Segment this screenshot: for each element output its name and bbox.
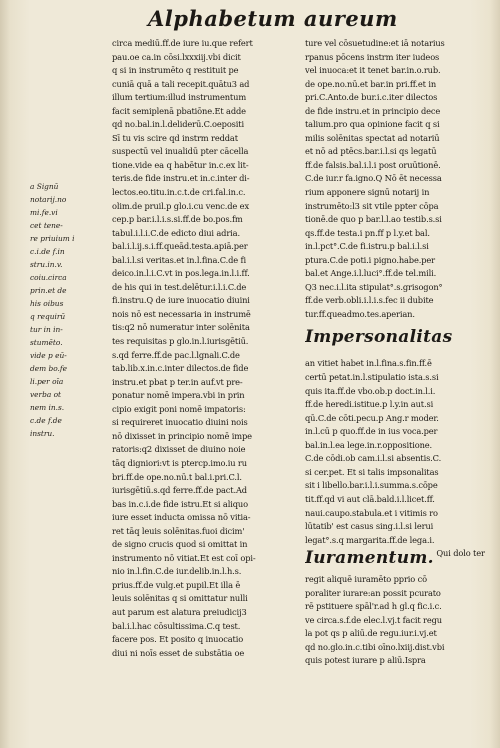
text-line: talium.pro qua opinione facit q si — [305, 119, 440, 130]
text-line: legat°.s.q margarita.ff.de lega.i. — [305, 534, 435, 545]
text-line: fi.instru.Q de iure inuocatio diuini — [112, 295, 250, 306]
margin-note-line: verba ot — [30, 390, 61, 399]
text-line: naui.caupo.stabula.et i vitimis ro — [305, 507, 438, 518]
text-line: tione.vide ea q habētur in.c.ex lit- — [112, 159, 249, 170]
text-line: bal.in.l.ea lege.in.r.oppositione. — [305, 439, 433, 450]
margin-note-line: c.i.de f.in — [30, 247, 65, 256]
margin-note-line: li.per oīa — [30, 377, 64, 386]
text-line: nō dixisset in principio nomē impe — [112, 430, 252, 441]
text-line: tit.ff.qd vi aut clā.bald.i.l.licet.ff. — [305, 493, 435, 504]
text-line: tabul.i.l.i.C.de edicto diui adria. — [112, 227, 240, 238]
text-line: in.l.cū p quo.ff.de in ius voca.per — [305, 426, 438, 437]
text-line: ff.de falsis.bal.i.l.i post oruūtionē. — [305, 159, 441, 170]
text-line: ff.de heredi.istitue.p l.y.in aut.si — [305, 399, 434, 410]
text-line: circa mediū.ff.de iure iu.que refert — [112, 38, 253, 48]
text-line: la pot qs p aliū.de regu.iur.i.vj.et — [305, 628, 437, 639]
text-line: regit aliquē iuramēto pprio cō — [305, 574, 427, 585]
text-line: quis potest iurare p aliū.Ispra — [305, 655, 426, 666]
text-line: poraliter iurare:an possit pcurato — [305, 587, 441, 598]
margin-note-line: instru. — [30, 429, 55, 438]
left-text-column — [112, 37, 284, 660]
text-line: vel inuoca:et it tenet bar.in.o.rub. — [305, 65, 441, 76]
text-line: iurisgētiū.s.qd ferre.ff.de pact.Ad — [112, 485, 247, 496]
text-line: instrumēto:l3 sit vtile ppter cōpa — [305, 200, 439, 211]
text-line: bas in.c.i.de fide istru.Et si aliquo — [112, 498, 248, 509]
text-line: de signo crucis quod si omittat in — [112, 539, 248, 550]
text-line: facere pos. Et posito q inuocatio — [112, 634, 244, 645]
text-line: facit semiplenā pbatiōne.Et adde — [112, 105, 246, 116]
text-line: si cer.pet. Et si talis impsonalitas — [305, 466, 439, 477]
text-line: ff.de verb.obli.i.l.i.s.fec ii dubite — [305, 295, 434, 306]
right-column-paragraph-1 — [305, 37, 489, 321]
text-line: cuniā quā a tali recepit.quātu3 ad — [112, 78, 250, 89]
text-line: instrumento nō vitiat.Et est coī opi- — [112, 552, 256, 563]
text-line: diui ni noīs esset de substātia oe — [112, 647, 245, 658]
text-line: in.l.pct°.C.de fi.istru.p bal.i.l.si — [305, 241, 429, 252]
text-line: ve circa.s.f.de elec.l.vj.t facit regu — [305, 614, 442, 625]
text-line: instru.et pbat p ter.in auf.vt pre- — [112, 376, 243, 387]
text-line: de his qui in test.delētur.i.l.i.C.de — [112, 281, 247, 292]
margin-note-line: dem bo.fe — [30, 364, 67, 373]
text-line: Sī tu vis scire qd instrm reddat — [112, 132, 238, 143]
text-line: teris.de fide instru.et in.c.inter di- — [112, 173, 250, 184]
text-line: cep.p bar.i.l.i.s.si.ff.de bo.pos.fm — [112, 214, 243, 225]
text-line: bal.et Ange.i.l.luci°.ff.de tel.mili. — [305, 268, 437, 279]
text-line: ratoris:q2 dixisset de diuino noie — [112, 444, 246, 455]
margin-note-line: c.de f.de — [30, 416, 62, 425]
text-line: deico.in.l.i.C.vt in pos.lega.in.l.i.ff. — [112, 268, 250, 279]
text-line: q si in instrumēto q restituit pe — [112, 65, 239, 76]
text-line: pau.oe ca.in cōsi.lxxxiij.vbi dicit — [112, 51, 241, 62]
text-line: lūtatib' est casus sing.i.l.si lerui — [305, 521, 434, 532]
margin-note-line: notarij.no — [30, 195, 67, 204]
margin-note-line: tur in in- — [30, 325, 63, 334]
margin-note-line: mi.fe.vi — [30, 208, 58, 217]
text-line: ponatur nomē impera.vbi in prin — [112, 390, 245, 401]
margin-note-line: q requirū — [30, 312, 66, 321]
text-line: iure esset inducta omissa nō vitia- — [112, 512, 251, 523]
page-edge-shadow-right — [490, 0, 500, 748]
rubric-iuramentum-block — [305, 547, 489, 573]
text-line: milis solēnitas spectat ad notariū — [305, 132, 440, 143]
margin-note-line: vide p eū- — [30, 351, 67, 360]
text-line: s.qd ferre.ff.de pac.l.lgnali.C.de — [112, 349, 240, 360]
text-line: nio in.l.fin.C.de iur.delib.in.l.h.s. — [112, 566, 242, 577]
text-line: tes requisitas p glo.in.l.iurisgētiū. — [112, 336, 249, 347]
text-line: tis:q2 nō numeratur inter solēnita — [112, 322, 250, 333]
text-line: olim.de pruil.p glo.i.cu venc.de ex — [112, 200, 249, 211]
text-line: C.de iur.r fa.igno.Q Nō ēt necessa — [305, 173, 442, 184]
text-line: suspectū vel inualidū pter cācella — [112, 146, 249, 157]
text-line: rium apponere signū notarij in — [305, 187, 430, 198]
running-head: Alphabetum aureum — [148, 6, 398, 31]
text-line: nois nō est necessaria in instrumē — [112, 308, 251, 319]
text-line: de ope.no.nū.et bar.in pri.ff.et in — [305, 78, 437, 89]
text-line: quis ita.ff.de vbo.ob.p doct.in.l.i. — [305, 385, 436, 396]
text-line: ptura.C.de poti.i pigno.habe.per — [305, 254, 435, 265]
right-column-paragraph-2 — [305, 357, 489, 547]
text-line: pri.C.Anto.de bur.i.c.iter dilectos — [305, 92, 438, 103]
text-line: bri.ff.de ope.no.nū.t bal.i.pri.C.l. — [112, 471, 242, 482]
text-line: qd no.bal.in.l.deliderū.C.oepositi — [112, 119, 244, 130]
text-line: bal.i.l.ij.s.i.ff.queād.testa.apiā.per — [112, 241, 248, 252]
text-line: et nō ad ptēcs.bar.i.l.si qs legatū — [305, 146, 437, 157]
right-column-paragraph-3 — [305, 573, 489, 668]
text-line: rpanus pōcens instrm iter iudeos — [305, 51, 440, 62]
text-line: bal.i.l.hac cōsultissima.C.q test. — [112, 620, 241, 631]
text-line: prius.ff.de vulg.et pupil.Et illa ē — [112, 579, 241, 590]
margin-note-line: prin.et de — [30, 286, 67, 295]
text-line: C.de cōdi.ob cam.i.l.si absentis.C. — [305, 453, 442, 464]
text-line: ture vel cōsuetudine:et iā notarius — [305, 38, 445, 48]
page-edge-shadow-left — [0, 0, 10, 748]
text-line: qs.ff.de testa.i pn.ff p l.y.et bal. — [305, 227, 430, 238]
text-line: aut parum est alatura preiudicij3 — [112, 606, 247, 617]
rubric-heading: Iuramentum. — [305, 548, 434, 569]
text-line: lectos.eo.titu.in.c.t.de cri.fal.in.c. — [112, 187, 246, 198]
margin-note-line: re priuium i — [30, 234, 75, 243]
rubric-impersonalitas-block — [305, 321, 489, 357]
margin-note-line: a Signū — [30, 182, 59, 191]
margin-note-line: cet tene- — [30, 221, 63, 230]
text-line: tab.lib.x.in.c.inter dilectos.de fide — [112, 363, 249, 374]
margin-note-line: stumēto. — [30, 338, 63, 347]
text-line: qū.C.de cōti.pecu.p Ang.r moder. — [305, 412, 439, 423]
text-line: tur.ff.queadmo.tes.aperian. — [305, 308, 415, 319]
text-line: tāq digniori:vt is ptercp.imo.iu ru — [112, 457, 247, 468]
margin-annotation — [30, 180, 92, 440]
text-line: ret tāq leuis solēnitas.fuoi dicim' — [112, 525, 245, 536]
text-line: bal.i.l.si veritas.et in.l.fina.C.de fi — [112, 254, 246, 265]
rubric-tail-text: Qui dolo ter — [436, 548, 485, 559]
text-line: certū petat.in.l.stipulatio ista.s.si — [305, 372, 439, 383]
margin-note-line: his oibus — [30, 299, 64, 308]
text-line: tionē.de quo p bar.l.l.ao testib.s.si — [305, 214, 442, 225]
right-text-column — [305, 37, 489, 668]
margin-note-line: nem in.s. — [30, 403, 65, 412]
margin-note-line: coiu.circa — [30, 273, 67, 282]
text-line: illum tertium:illud instrumentum — [112, 92, 247, 103]
rubric-heading: Impersonalitas — [305, 327, 453, 348]
text-line: si requireret inuocatio diuini nois — [112, 417, 248, 428]
text-line: de fide instru.et in principio dece — [305, 105, 441, 116]
text-line: leuis solēnitas q si omittatur nulli — [112, 593, 248, 604]
text-line: rē pstituere spāl'r.ad h gl.q fic.i.c. — [305, 601, 442, 612]
text-line: Q3 nec.i.l.ita stipulat°.s.grisogon° — [305, 281, 443, 292]
margin-note-line: stru.in.v. — [30, 260, 63, 269]
text-line: qd no.glo.in.c.tibi oīno.lxiij.dist.vbi — [305, 641, 445, 652]
text-line: cipio exigit poni nomē impatoris: — [112, 403, 246, 414]
text-line: an vitiet habet in.l.fina.s.fin.ff.ē — [305, 358, 432, 369]
text-line: sit i libello.bar.i.l.i.summa.s.cōpe — [305, 480, 438, 491]
